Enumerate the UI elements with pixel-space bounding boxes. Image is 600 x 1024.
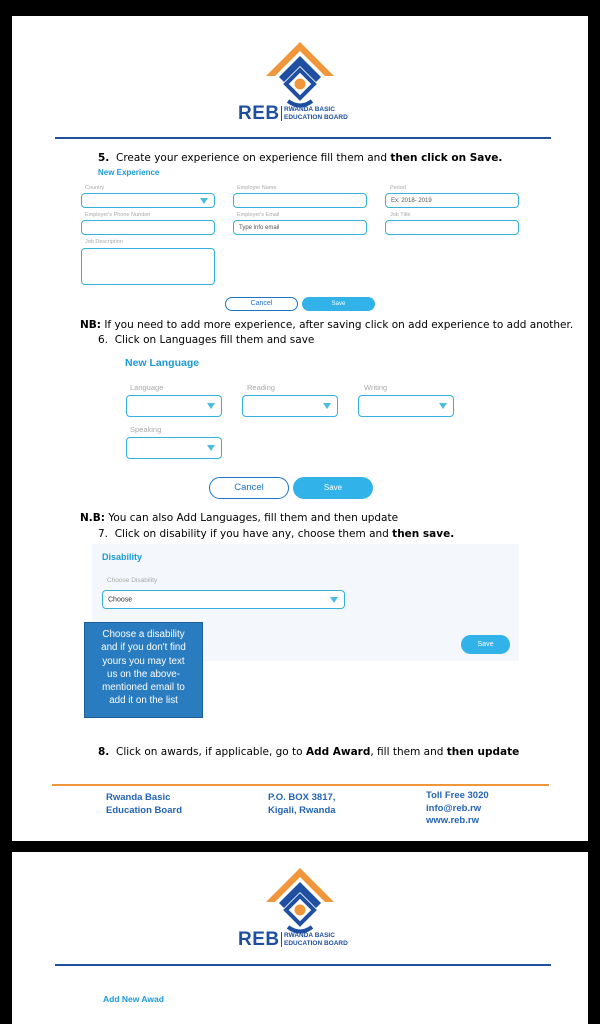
dropdown-arrow-icon (330, 597, 338, 603)
logo-abbrev: REB (238, 929, 280, 950)
language-cancel-button[interactable]: Cancel (209, 477, 289, 499)
step-8-number: 8. (98, 746, 110, 758)
footer-line: Toll Free 3020 (426, 790, 489, 801)
logo-line-1: RWANDA BASIC (284, 106, 335, 113)
step-6-number: 6. (98, 334, 109, 346)
disability-select[interactable] (102, 590, 345, 609)
step-7-text: Click on disability if you have any, choose them and (114, 528, 393, 540)
note-text: You can also Add Languages, fill them and then update (104, 512, 399, 524)
job-description-label: Job Description (85, 239, 123, 245)
footer-line: Education Board (106, 804, 183, 816)
language-save-button[interactable]: Save (293, 477, 373, 499)
logo-line-2: EDUCATION BOARD (284, 939, 348, 947)
speaking-label: Speaking (130, 425, 162, 434)
employer-email-label: Employer's Email (237, 212, 280, 218)
dropdown-arrow-icon (439, 403, 447, 409)
employer-name-label: Employer Name (237, 185, 277, 191)
country-label: Country (85, 185, 105, 191)
note-text: If you need to add more experience, after saving click on add experience to add another. (101, 319, 574, 331)
reb-logo-icon (264, 40, 336, 112)
step-7-number: 7. (98, 528, 109, 540)
logo-name (281, 106, 348, 121)
experience-save-button[interactable]: Save (302, 297, 375, 311)
callout-line: mentioned email to (102, 682, 185, 694)
callout-line: Choose a disability (102, 629, 185, 640)
employer-phone-label: Employer's Phone Number (85, 212, 151, 218)
add-award-heading: Add New Awad (103, 994, 164, 1004)
document-page-2 (12, 852, 588, 1024)
footer-website-link[interactable]: www.reb.rw (426, 815, 479, 826)
callout-line: yours you may text (102, 655, 185, 667)
step-8 (98, 746, 519, 758)
reading-select[interactable] (242, 395, 338, 417)
disability-save-button[interactable]: Save (461, 635, 510, 654)
footer-line: Kigali, Rwanda (268, 804, 336, 816)
note-add-languages (80, 512, 398, 524)
dropdown-arrow-icon (207, 403, 215, 409)
dropdown-arrow-icon (323, 403, 331, 409)
speaking-select[interactable] (126, 437, 222, 459)
job-title-label: Job Title (390, 212, 411, 218)
step-5 (98, 152, 502, 164)
step-8-text-2: , fill them and (370, 746, 447, 758)
logo-line-1: RWANDA BASIC (284, 932, 335, 939)
period-placeholder: Ex: 2018- 2019 (391, 197, 432, 204)
step-6-text: Click on Languages fill them and save (114, 334, 315, 346)
logo-abbrev: REB (238, 103, 280, 124)
choose-disability-label: Choose Disability (107, 577, 158, 584)
step-8-bold-2: then update (446, 746, 520, 758)
footer-address (268, 792, 336, 817)
writing-label: Writing (364, 383, 388, 392)
step-6 (98, 334, 314, 346)
reading-label: Reading (247, 383, 275, 392)
job-title-input[interactable] (385, 220, 519, 235)
header-divider (55, 137, 551, 139)
country-select[interactable] (81, 193, 215, 208)
callout-line: add it on the list (109, 695, 178, 707)
note-prefix: N.B: (80, 512, 105, 524)
callout-line: us on the above- (107, 668, 180, 680)
employer-phone-input[interactable] (81, 220, 215, 235)
logo-line-2: EDUCATION BOARD (284, 113, 348, 121)
header-divider (55, 964, 551, 966)
employer-email-placeholder: Type info email (239, 224, 280, 231)
experience-form-title: New Experience (98, 168, 160, 177)
callout-line: and if you don't find (101, 642, 186, 654)
document-page-1 (12, 16, 588, 841)
footer-line: Rwanda Basic (106, 792, 171, 803)
footer-email-link[interactable]: info@reb.rw (426, 802, 482, 814)
disability-form-title: Disability (102, 552, 143, 562)
experience-cancel-button[interactable]: Cancel (225, 297, 298, 311)
language-form-title: New Language (125, 357, 200, 369)
employer-name-input[interactable] (233, 193, 367, 208)
employer-email-input[interactable] (233, 220, 367, 235)
step-5-bold: then click on Save. (390, 152, 503, 164)
footer-contact (426, 790, 489, 828)
period-label: Period (390, 185, 406, 191)
step-8-text: Click on awards, if applicable, go to (115, 746, 306, 758)
dropdown-arrow-icon (207, 445, 215, 451)
footer-divider (52, 784, 549, 786)
note-prefix: NB: (80, 319, 101, 331)
footer-organization (106, 792, 182, 817)
writing-select[interactable] (358, 395, 454, 417)
disability-callout (84, 622, 203, 718)
period-input[interactable] (385, 193, 519, 208)
reb-logo-icon (264, 866, 336, 938)
language-label: Language (130, 383, 164, 392)
step-5-number: 5. (98, 152, 110, 164)
step-7-bold: then save. (392, 528, 455, 540)
step-8-bold: Add Award (305, 746, 371, 758)
step-5-text: Create your experience on experience fill them and (115, 152, 391, 164)
footer-line: P.O. BOX 3817, (268, 792, 336, 803)
dropdown-arrow-icon (200, 198, 208, 204)
language-select[interactable] (126, 395, 222, 417)
step-7 (98, 528, 454, 540)
logo-name (281, 932, 348, 947)
job-description-textarea[interactable] (81, 248, 215, 285)
note-add-experience (80, 319, 573, 331)
disability-select-value: Choose (108, 596, 133, 603)
